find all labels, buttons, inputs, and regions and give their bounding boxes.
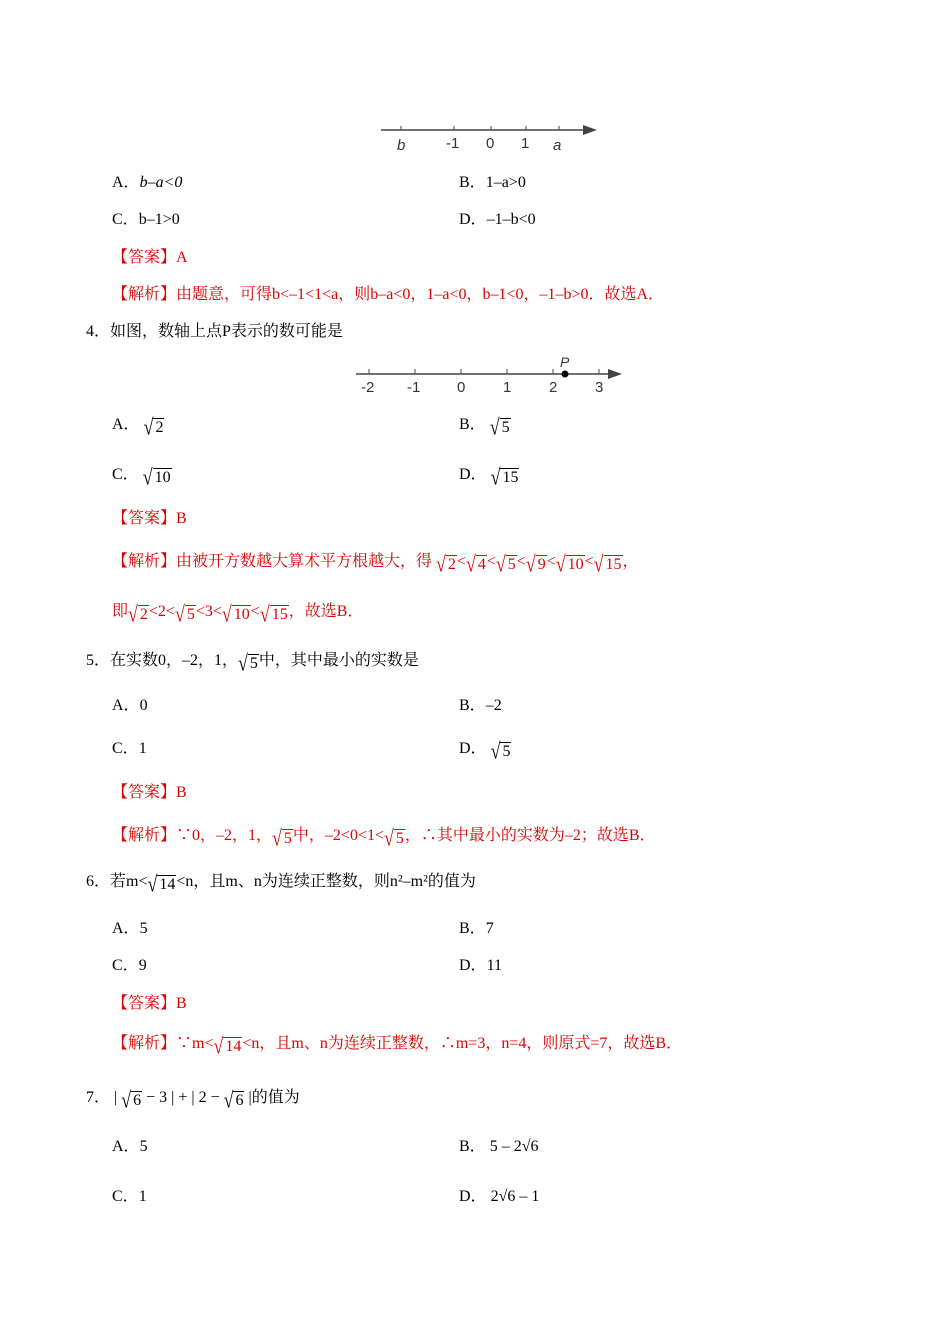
- q5-option-a[interactable]: [112, 696, 148, 716]
- q5-analysis: [112, 825, 656, 851]
- q6-option-c[interactable]: [112, 956, 147, 976]
- q7-option-b[interactable]: [459, 1137, 538, 1157]
- analysis-text: 即: [112, 603, 129, 620]
- sqrt-expression: √ 15: [490, 464, 519, 490]
- option-label: C．: [112, 466, 139, 483]
- q7-option-c[interactable]: [112, 1187, 147, 1207]
- question-text: 的值为: [251, 1089, 300, 1106]
- numberline-label-1: 1: [521, 135, 530, 152]
- question-text: 如图，数轴上点P表示的数可能是: [110, 323, 343, 340]
- option-text: 7: [485, 920, 494, 937]
- tick-label: 3: [595, 379, 604, 396]
- q5-option-d[interactable]: [459, 738, 511, 764]
- option-label: D．: [459, 466, 487, 483]
- analysis-tag: 【解析】: [112, 827, 177, 844]
- sqrt-expression: √ 2: [143, 414, 164, 440]
- analysis-text: 中，–2<0<1<: [292, 827, 384, 844]
- option-text: 2√6 – 1: [490, 1188, 540, 1205]
- q3-option-c[interactable]: [112, 210, 180, 230]
- q3-option-b[interactable]: [459, 173, 526, 193]
- q4-number-line: [350, 352, 625, 396]
- q7-option-a[interactable]: [112, 1137, 148, 1157]
- option-text: 5: [139, 920, 148, 937]
- sqrt-expression: √ 10: [221, 601, 250, 627]
- option-label: B．: [459, 1138, 486, 1155]
- q5-answer: [112, 783, 187, 803]
- option-label: B．: [459, 174, 486, 191]
- analysis-text: ，故选B．: [288, 603, 364, 620]
- sqrt-expression: √ 9: [525, 551, 546, 577]
- option-text: 11: [486, 957, 502, 974]
- analysis-text: 由题意，可得b<–1<1<a，则b–a<0，1–a<0，b–1<0，–1–b>0．故选A．: [176, 286, 665, 303]
- q3-answer: [112, 248, 188, 268]
- sqrt-expression: √ 4: [465, 551, 486, 577]
- sqrt-expression: √ 5: [489, 414, 510, 440]
- point-p-dot: [562, 371, 569, 378]
- analysis-text: ∵m<: [176, 1035, 214, 1052]
- q5-option-c[interactable]: [112, 739, 147, 759]
- q6-analysis: [112, 1033, 683, 1059]
- option-text: 1: [138, 1188, 147, 1205]
- option-label: B．: [459, 697, 486, 714]
- q7-option-d[interactable]: [459, 1187, 539, 1207]
- option-label: D．: [459, 957, 487, 974]
- analysis-text: ，∴其中最小的实数为–2；故选B．: [404, 827, 656, 844]
- question-text: 若m<: [110, 873, 148, 890]
- q3-analysis: [112, 285, 664, 305]
- math-expression: | √ 6 − 3 | + | 2 − √ 6 |: [114, 1087, 252, 1113]
- option-label: C．: [112, 957, 139, 974]
- sqrt-expression: √ 5: [174, 601, 195, 627]
- sqrt-expression: √ 10: [142, 464, 171, 490]
- question-number: 7．: [86, 1089, 111, 1106]
- answer-tag: 【答案】: [112, 784, 177, 801]
- option-text: b–a<0: [139, 174, 183, 191]
- analysis-text: ∵0，–2，1，: [176, 827, 273, 844]
- numberline-label-0: 0: [486, 135, 495, 152]
- sqrt-expression: √ 2: [128, 601, 148, 627]
- option-label: B．: [459, 920, 486, 937]
- q4-option-b[interactable]: [459, 414, 511, 440]
- answer-value: B: [176, 784, 187, 801]
- answer-tag: 【答案】: [112, 510, 177, 527]
- point-p-label: P: [560, 354, 570, 370]
- q4-option-c[interactable]: [112, 464, 172, 490]
- sqrt-expression: √ 15: [593, 551, 622, 577]
- question-number: 6．: [86, 873, 111, 890]
- q6-option-b[interactable]: [459, 919, 494, 939]
- option-text: 5: [139, 1138, 148, 1155]
- analysis-tag: 【解析】: [112, 1035, 177, 1052]
- q5-option-b[interactable]: [459, 696, 502, 716]
- option-label: B．: [459, 416, 486, 433]
- q4-option-a[interactable]: [112, 414, 164, 440]
- q7-stem: [86, 1087, 300, 1113]
- sqrt-expression: √ 5: [490, 738, 511, 764]
- option-label: A．: [112, 174, 140, 191]
- q4-stem: [86, 322, 343, 342]
- sqrt-expression: √ 14: [147, 871, 176, 897]
- option-text: 1–a>0: [485, 174, 526, 191]
- q6-option-a[interactable]: [112, 919, 148, 939]
- question-number: 4．: [86, 323, 111, 340]
- option-label: A．: [112, 920, 140, 937]
- sqrt-expression: √ 2: [436, 551, 456, 577]
- q3-option-a[interactable]: [112, 173, 182, 193]
- q6-answer: [112, 994, 187, 1014]
- analysis-tag: 【解析】: [112, 286, 177, 303]
- option-label: D．: [459, 211, 487, 228]
- option-text: 9: [138, 957, 147, 974]
- answer-tag: 【答案】: [112, 249, 177, 266]
- q5-stem: [86, 650, 419, 676]
- answer-value: A: [176, 249, 188, 266]
- question-text: 在实数0，–2，1，: [110, 652, 239, 669]
- question-text: <n，且m、n为连续正整数，则n²–m²的值为: [176, 873, 476, 890]
- option-label: A．: [112, 1138, 140, 1155]
- option-text: 5 – 2√6: [489, 1138, 539, 1155]
- answer-value: B: [176, 995, 187, 1012]
- sqrt-expression: √ 15: [259, 601, 288, 627]
- q3-number-line: [375, 118, 605, 158]
- sqrt-expression: √ 5: [272, 825, 292, 851]
- question-number: 5．: [86, 652, 111, 669]
- sqrt-expression: √ 5: [238, 650, 258, 676]
- q6-option-d[interactable]: [459, 956, 502, 976]
- option-label: D．: [459, 1188, 487, 1205]
- option-label: D．: [459, 740, 487, 757]
- tick-label: 0: [457, 379, 466, 396]
- tick-label: -2: [361, 379, 375, 396]
- option-text: 0: [139, 697, 148, 714]
- sqrt-expression: √ 10: [555, 551, 584, 577]
- option-text: 1: [138, 740, 147, 757]
- q4-option-d[interactable]: [459, 464, 519, 490]
- q4-analysis-line1: 【解析】由被开方数越大算术平方根越大，得 √ 2 < √ 4 < √ 5 < √ 9 < √ 10 < √ 15 ，: [112, 551, 639, 577]
- option-label: A．: [112, 697, 140, 714]
- sqrt-expression: √ 5: [495, 551, 516, 577]
- tick-label: 1: [503, 379, 512, 396]
- option-text: –2: [485, 697, 502, 714]
- numberline-label-neg1: -1: [446, 135, 460, 152]
- analysis-tag: 【解析】: [112, 553, 177, 570]
- q3-option-d[interactable]: [459, 210, 536, 230]
- analysis-text: <n，且m、n为连续正整数，∴m=3，n=4，则原式=7，故选B．: [242, 1035, 683, 1052]
- option-label: C．: [112, 1188, 139, 1205]
- option-text: b–1>0: [138, 211, 180, 228]
- numberline-label-a: a: [553, 137, 562, 154]
- q6-stem: [86, 871, 476, 897]
- question-text: 中，其中最小的实数是: [258, 652, 419, 669]
- answer-value: B: [176, 510, 187, 527]
- tick-label: -1: [407, 379, 421, 396]
- q4-analysis-line2: 即 √ 2 <2< √ 5 <3< √ 10 < √ 15 ，故选B．: [112, 601, 364, 627]
- option-text: –1–b<0: [486, 211, 536, 228]
- option-label: A．: [112, 416, 140, 433]
- option-label: C．: [112, 211, 139, 228]
- answer-tag: 【答案】: [112, 995, 177, 1012]
- sqrt-expression: √ 14: [213, 1033, 242, 1059]
- numberline-label-b: b: [397, 137, 406, 154]
- analysis-text: 由被开方数越大算术平方根越大，得: [176, 553, 433, 570]
- tick-label: 2: [549, 379, 558, 396]
- q4-answer: [112, 509, 187, 529]
- option-label: C．: [112, 740, 139, 757]
- sqrt-expression: √ 5: [384, 825, 404, 851]
